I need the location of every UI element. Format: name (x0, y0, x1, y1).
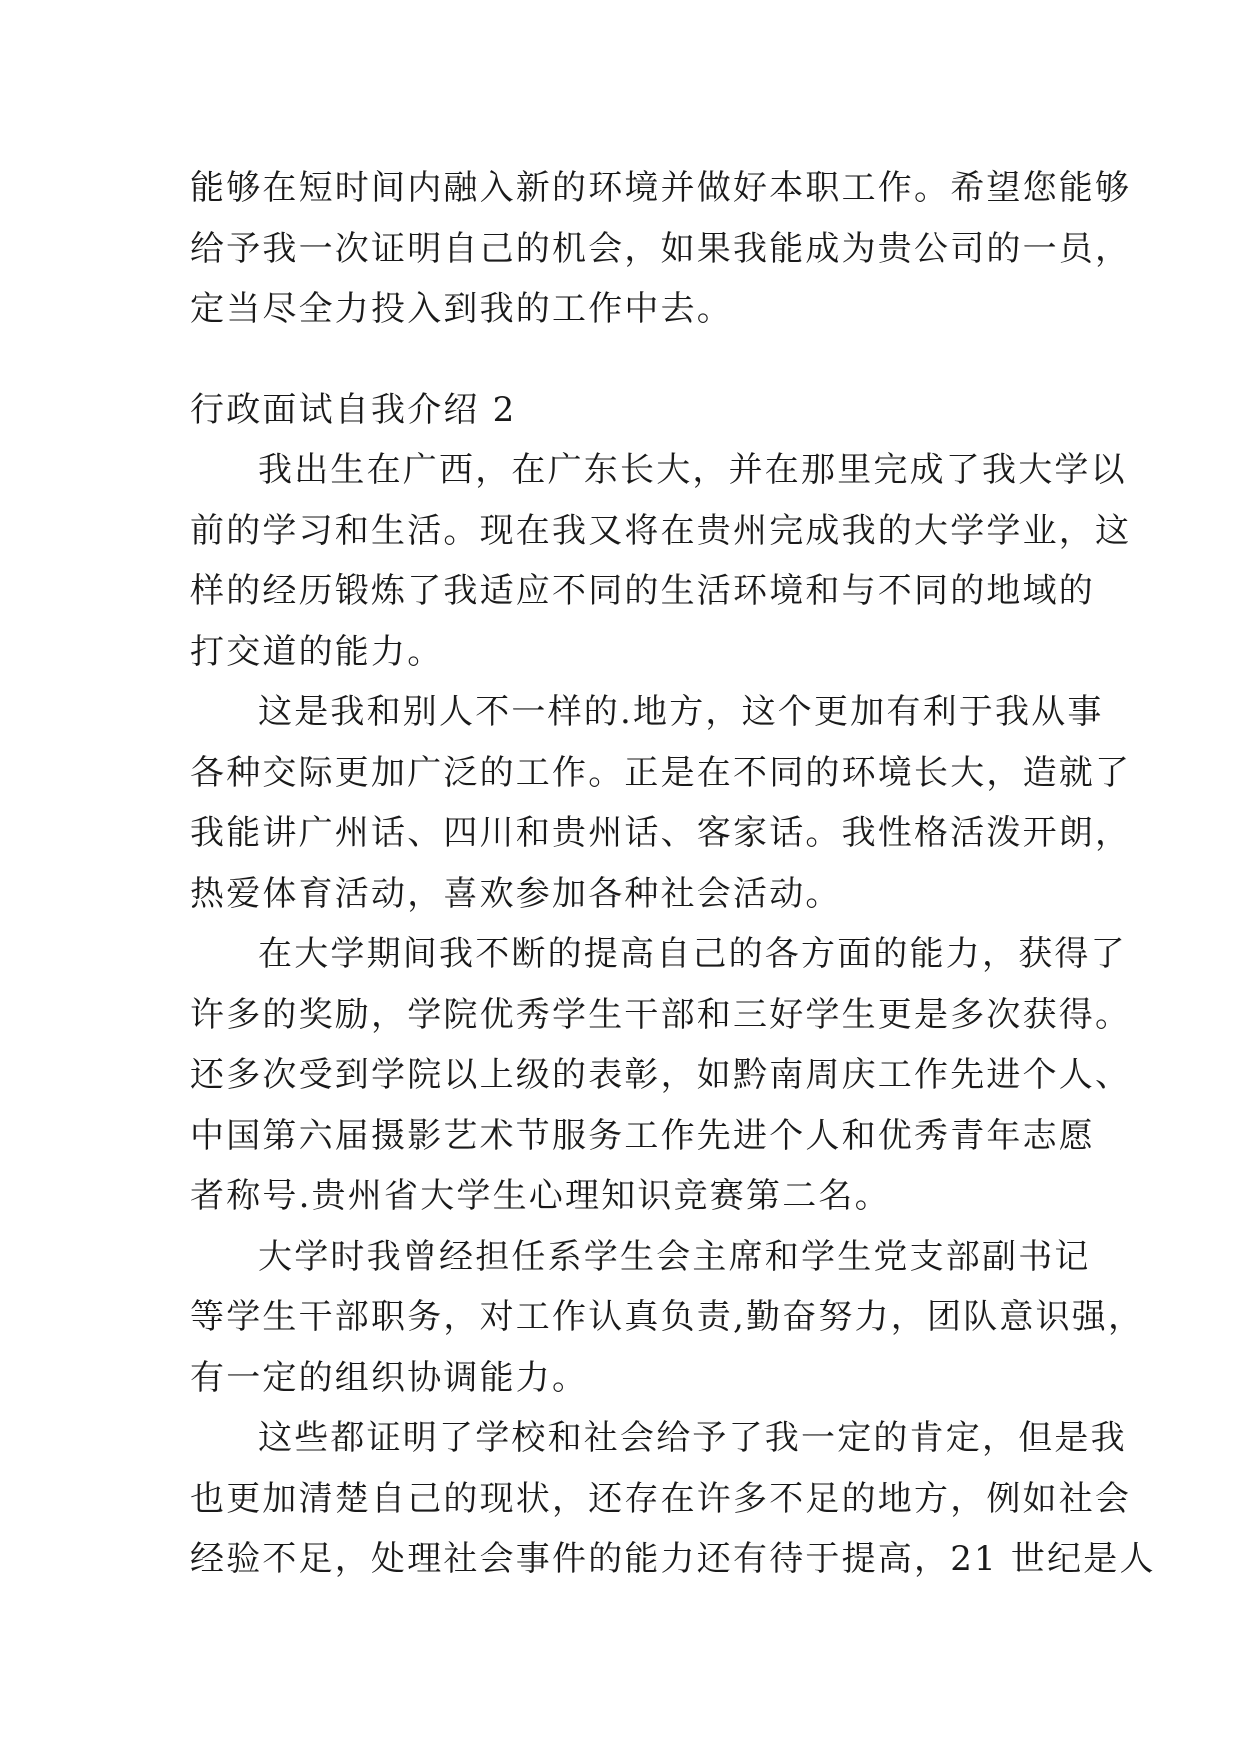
intro-paragraph (190, 158, 1132, 340)
text-line: 经验不足，处理社会事件的能力还有待于提高，21 世纪是人 (190, 1539, 1156, 1579)
text-line: 在大学期间我不断的提高自己的各方面的能力，获得了 (258, 934, 1127, 974)
text-line: 等学生干部职务，对工作认真负责,勤奋努力，团队意识强， (190, 1297, 1145, 1337)
text-line: 者称号.贵州省大学生心理知识竞赛第二名。 (190, 1176, 891, 1216)
paragraph-roles (190, 1227, 1145, 1409)
text-line: 许多的奖励，学院优秀学生干部和三好学生更是多次获得。 (190, 994, 1132, 1035)
text-line: 大学时我曾经担任系学生会主席和学生党支部副书记 (258, 1236, 1091, 1277)
text-line: 这是我和别人不一样的.地方，这个更加有利于我从事 (258, 692, 1104, 732)
document-body (190, 158, 1156, 1590)
text-line: 也更加清楚自己的现状，还存在许多不足的地方，例如社会 (190, 1478, 1132, 1519)
text-line: 热爱体育活动，喜欢参加各种社会活动。 (190, 873, 842, 914)
paragraph-awards (190, 924, 1132, 1227)
text-line: 这些都证明了学校和社会给予了我一定的肯定，但是我 (258, 1418, 1127, 1458)
section-heading: 行政面试自我介绍 2 (190, 389, 517, 430)
paragraph-birthplace (190, 440, 1132, 682)
text-line: 打交道的能力。 (190, 631, 444, 672)
text-line: 我能讲广州话、四川和贵州话、客家话。我性格活泼开朗， (190, 813, 1132, 853)
text-line: 前的学习和生活。现在我又将在贵州完成我的大学学业，这 (190, 510, 1132, 551)
text-line: 给予我一次证明自己的机会，如果我能成为贵公司的一员， (190, 228, 1132, 269)
text-line: 中国第六届摄影艺术节服务工作先进个人和优秀青年志愿 (190, 1115, 1095, 1156)
text-line: 样的经历锻炼了我适应不同的生活环境和与不同的地域的 (190, 571, 1095, 611)
text-line: 能够在短时间内融入新的环境并做好本职工作。希望您能够 (190, 168, 1132, 208)
text-line: 我出生在广西，在广东长大，并在那里完成了我大学以 (258, 450, 1127, 490)
text-line: 还多次受到学院以上级的表彰，如黔南周庆工作先进个人、 (190, 1055, 1132, 1095)
text-line: 各种交际更加广泛的工作。正是在不同的环境长大，造就了 (190, 752, 1132, 793)
paragraph-shortcomings (190, 1408, 1156, 1590)
text-line: 有一定的组织协调能力。 (190, 1357, 589, 1398)
text-line: 定当尽全力投入到我的工作中去。 (190, 289, 733, 329)
paragraph-languages (190, 682, 1132, 924)
section-spacer (190, 340, 1070, 380)
